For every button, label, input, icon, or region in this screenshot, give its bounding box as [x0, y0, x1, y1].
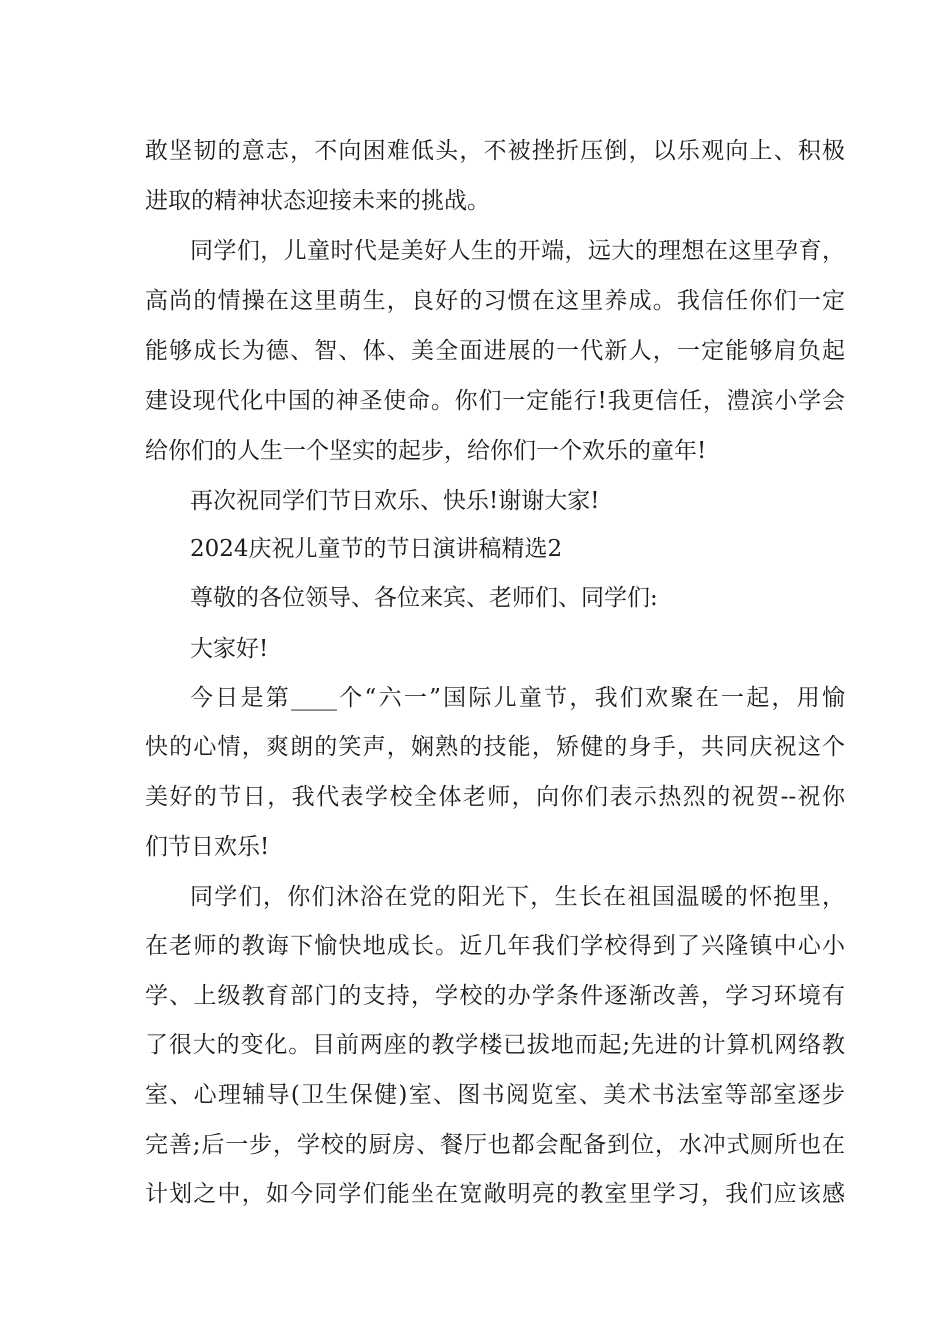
text-line: 美好的节日，我代表学校全体老师，向你们表示热烈的祝贺--祝你 — [145, 784, 845, 810]
text-line: 给你们的人生一个坚实的起步，给你们一个欢乐的童年! — [145, 438, 707, 464]
text-line: 了很大的变化。目前两座的教学楼已拔地而起;先进的计算机网络教 — [145, 1032, 845, 1058]
text-line: 同学们，儿童时代是美好人生的开端，远大的理想在这里孕育， — [190, 238, 845, 264]
text-line: 敢坚韧的意志，不向困难低头，不被挫折压倒，以乐观向上、积极 — [145, 138, 845, 164]
text-line: 们节日欢乐! — [145, 834, 270, 860]
text-line: 快的心情，爽朗的笑声，娴熟的技能，矫健的身手，共同庆祝这个 — [145, 734, 845, 760]
text-line: 室、心理辅导(卫生保健)室、图书阅览室、美术书法室等部室逐步 — [145, 1082, 845, 1108]
text-line: 在老师的教诲下愉快地成长。近几年我们学校得到了兴隆镇中心小 — [145, 933, 845, 959]
section-heading: 2024庆祝儿童节的节日演讲稿精选2 — [190, 536, 563, 562]
greeting: 大家好! — [190, 636, 269, 662]
text-line: 今日是第____个“六一”国际儿童节，我们欢聚在一起，用愉 — [190, 685, 845, 711]
text-line: 高尚的情操在这里萌生，良好的习惯在这里养成。我信任你们一定 — [145, 288, 845, 314]
salutation: 尊敬的各位领导、各位来宾、老师们、同学们: — [190, 585, 658, 611]
text-line: 进取的精神状态迎接未来的挑战。 — [145, 188, 490, 214]
text-line: 建设现代化中国的神圣使命。你们一定能行!我更信任，澧滨小学会 — [145, 388, 845, 414]
text-line: 同学们，你们沐浴在党的阳光下，生长在祖国温暖的怀抱里， — [190, 884, 845, 910]
text-line: 学、上级教育部门的支持，学校的办学条件逐渐改善，学习环境有 — [145, 983, 845, 1009]
text-line: 再次祝同学们节日欢乐、快乐!谢谢大家! — [190, 488, 600, 514]
text-line: 完善;后一步，学校的厨房、餐厅也都会配备到位，水冲式厕所也在 — [145, 1132, 845, 1158]
text-line: 计划之中，如今同学们能坐在宽敞明亮的教室里学习，我们应该感 — [145, 1181, 845, 1207]
text-line: 能够成长为德、智、体、美全面进展的一代新人，一定能够肩负起 — [145, 338, 845, 364]
